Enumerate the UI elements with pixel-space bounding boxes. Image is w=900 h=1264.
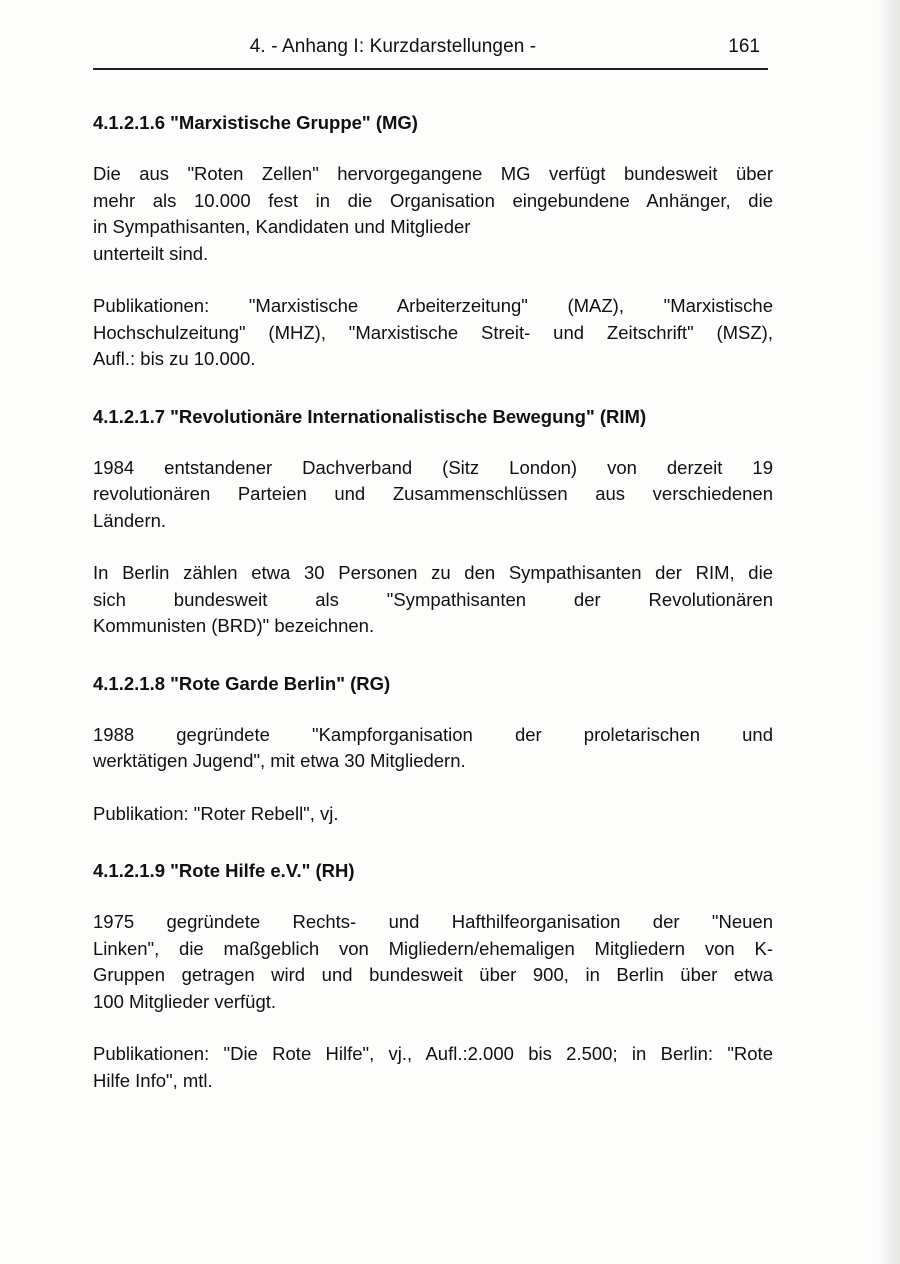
running-title: 4. - Anhang I: Kurzdarstellungen -	[249, 36, 537, 57]
section-rote-garde-berlin	[93, 671, 773, 828]
paragraph	[93, 1041, 773, 1094]
page-header	[93, 32, 768, 62]
text-line: 1988 gegründete "Kampforganisation der proletarischen und	[93, 723, 773, 745]
paragraph	[93, 722, 773, 775]
paragraph	[93, 455, 773, 535]
text-line: 100 Mitglieder verfügt.	[93, 990, 277, 1012]
section-rote-hilfe	[93, 858, 773, 1094]
paragraph	[93, 909, 773, 1015]
section-heading: 4.1.2.1.6 "Marxistische Gruppe" (MG)	[93, 112, 418, 133]
text-line: Hilfe Info", mtl.	[93, 1069, 213, 1091]
text-line: Gruppen getragen wird und bundesweit über 900, in Berlin über etwa	[93, 964, 773, 985]
text-line: werktätigen Jugend", mit etwa 30 Mitgliedern.	[93, 750, 466, 771]
paragraph	[93, 293, 773, 373]
section-rim	[93, 404, 773, 640]
text-line: Kommunisten (BRD)" bezeichnen.	[93, 615, 375, 636]
page-content	[93, 110, 773, 1125]
text-line: revolutionären Parteien und Zusammenschlüssen aus verschiedenen	[93, 483, 773, 504]
section-heading: 4.1.2.1.8 "Rote Garde Berlin" (RG)	[93, 672, 391, 694]
paragraph	[93, 560, 773, 640]
text-line: Hochschulzeitung" (MHZ), "Marxistische Streit- und Zeitschrift" (MSZ),	[93, 321, 773, 343]
text-line: unterteilt sind.	[93, 242, 209, 264]
text-line: mehr als 10.000 fest in die Organisation eingebundene Anhänger, die	[93, 189, 773, 211]
paragraph	[93, 801, 773, 828]
header-rule	[93, 68, 768, 70]
section-heading: 4.1.2.1.7 "Revolutionäre Internationalistische Bewegung" (RIM)	[93, 405, 647, 427]
text-line: in Sympathisanten, Kandidaten und Mitglieder	[93, 216, 471, 237]
text-line: Publikationen: "Die Rote Hilfe", vj., Aufl.:2.000 bis 2.500; in Berlin: "Rote	[93, 1043, 773, 1064]
page-edge-shadow	[878, 0, 900, 1264]
text-line: Die aus "Roten Zellen" hervorgegangene MG verfügt bundesweit über	[93, 163, 773, 184]
section-marxistische-gruppe	[93, 110, 773, 373]
text-line: 1984 entstandener Dachverband (Sitz London) von derzeit 19	[93, 456, 773, 478]
page-number: 161	[728, 36, 760, 57]
text-line: Publikationen: "Marxistische Arbeiterzeitung" (MAZ), "Marxistische	[93, 295, 773, 316]
text-line: Publikation: "Roter Rebell", vj.	[93, 802, 339, 824]
text-line: sich bundesweit als "Sympathisanten der Revolutionären	[93, 588, 773, 610]
text-line: Aufl.: bis zu 10.000.	[93, 348, 256, 369]
text-line: 1975 gegründete Rechts- und Hafthilfeorganisation der "Neuen	[93, 911, 773, 932]
text-line: Linken", die maßgeblich von Migliedern/ehemaligen Mitgliedern von K-	[93, 937, 773, 959]
section-heading: 4.1.2.1.9 "Rote Hilfe e.V." (RH)	[93, 860, 355, 881]
text-line: Ländern.	[93, 509, 167, 531]
text-line: In Berlin zählen etwa 30 Personen zu den Sympathisanten der RIM, die	[93, 562, 773, 583]
paragraph	[93, 161, 773, 267]
